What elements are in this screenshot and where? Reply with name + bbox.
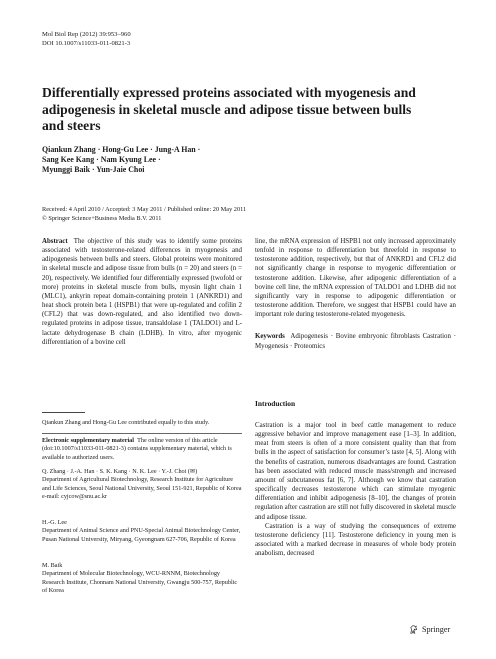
affiliation-names: M. Baik — [42, 562, 63, 569]
affiliation-dept: Department of Molecular Biotechnology, WCU-RNNM, Biotechnology Research Institute, Chonnam National University, Gwangju 500-757, Republic of Korea — [42, 570, 238, 595]
publication-dates — [42, 206, 246, 223]
journal-volume: Mol Biol Rep (2012) 39:953–960 — [42, 31, 131, 38]
journal-doi: DOI 10.1007/s11033-011-0821-3 — [42, 40, 131, 47]
springer-horse-icon — [408, 624, 419, 635]
abstract-right-column — [255, 237, 456, 351]
abstract-left-column — [42, 237, 242, 347]
affiliation-1 — [42, 468, 242, 502]
affiliation-dept: Department of Agricultural Biotechnology, Research Institute for Agriculture and Life Sciences, Seoul National University, Seoul 151-921, Republic of Korea — [42, 476, 242, 492]
paper-title: Differentially expressed proteins associated with myogenesis and adipogenesis in skeletal muscle and adipose tissue between bulls and steers — [42, 85, 416, 134]
copyright: © Springer Science+Business Media B.V. 2011 — [42, 214, 162, 222]
equal-contribution-note: Qiankun Zhang and Hong-Gu Lee contributed equally to this study. — [42, 419, 210, 426]
abstract-text-right: line, the mRNA expression of HSPB1 not only increased approximately tenfold in response to differentiation but threefold in response to testosterone addition, respectively, but that of ANKRD1 and CFL2 did not significantly change in response to myogenic differentiation or testosterone addition. Likewise, after adipogenic differentiation of a bovine cell line, the mRNA expression of TALDO1 and LDHB did not significantly vary in response to adipogenic differentiation or testosterone addition. Therefore, we suggest that HSPB1 could have an important role during testosterone-related myogenesis. — [255, 238, 456, 319]
affiliation-names: H.-G. Lee — [42, 519, 67, 526]
abstract-text-left: The objective of this study was to identify some proteins associated with testosterone-related differences in myogenesis and adipogenesis between bulls and steers. Global proteins were monitored in skeletal muscle and adipose tissue from bulls (n = 20) and steers (n = 20), respectively. We identified four differentially expressed (twofold or more) proteins in skeletal muscle from bulls, myosin light chain 1 (MLC1), ankyrin repeat domain-containing protein 1 (ANKRD1) and heat shock protein beta 1 (HSPB1) that were up-regulated and cofilin 2 (CFL2) that was down-regulated, and also identified two down-regulated proteins in adipose tissue, transaldolase 1 (TALDO1) and L-lactate dehydrogenase B chain (LDHB). In vitro, after myogenic differentiation of a bovine cell — [42, 238, 242, 346]
introduction-paragraph: Castration is a major tool in beef cattle management to reduce aggressive behavior and improve management ease [1–3]. In addition, meat from steers is often of a more consistent quality than that from bulls in the aspect of satisfaction for consumer’s taste [4, 5]. Along with the benefits of castration, numerous disadvantages are found. Castration has been associated with reduced muscle mass/strength and increased amount of subcutaneous fat [6, 7]. Although we know that castration specifically decreases testosterone which can stimulate myogenic differentiation and inhibit adipogenesis [8–10], the changes of protein regulation after castration are still not fully discovered in skeletal muscle and adipose tissue. — [255, 422, 456, 521]
affiliation-email[interactable]: e-mail: cyjcow@snu.ac.kr — [42, 493, 107, 501]
keywords-label: Keywords — [255, 333, 285, 341]
introduction-body — [255, 421, 456, 558]
abstract-label: Abstract — [42, 238, 68, 245]
keywords-text: Adipogenesis · Bovine embryonic fibroblasts Castration · Myogenesis · Proteomics — [255, 333, 456, 350]
affiliation-names: Q. Zhang · J.-A. Han · S. K. Kang · N. K. Lee · Y.-J. Choi (✉) — [42, 468, 198, 475]
affiliation-3 — [42, 562, 242, 596]
author-line: Sang Kee Kang · Nam Kyung Lee · — [42, 155, 161, 165]
introduction-heading: Introduction — [255, 399, 296, 408]
esm-text: The online version of this article (doi:10.1007/s11033-011-0821-3) contains supplementary material, which is available to authorized users. — [42, 437, 232, 461]
keywords — [255, 332, 456, 350]
esm-label: Electronic supplementary material — [42, 437, 134, 444]
author-list — [42, 145, 200, 176]
affiliation-dept: Department of Animal Science and PNU-Special Animal Biotechnology Center, Pusan National University, Miryang, Gyeongnam 627-706, Republic of Korea — [42, 527, 241, 543]
footnote-divider — [42, 433, 242, 434]
affiliation-2 — [42, 519, 242, 544]
author-line: Qiankun Zhang · Hong-Gu Lee · Jung-A Han · — [42, 145, 201, 154]
esm-note — [42, 437, 242, 462]
history-dates: Received: 4 April 2010 / Accepted: 3 May 2011 / Published online: 20 May 2011 — [42, 206, 247, 213]
journal-citation — [42, 30, 131, 48]
publisher-name: Springer — [422, 625, 451, 634]
publisher-logo — [408, 624, 450, 635]
author-line: Myunggi Baik · Yun-Jaie Choi — [42, 165, 145, 175]
footnote-rule — [42, 412, 85, 413]
introduction-paragraph: Castration is a way of studying the consequences of extreme testosterone deficiency [11]. Testosterone deficiency in young men is associated with a marked decrease in measures of whole body protein anabolism, decreased — [255, 522, 456, 558]
